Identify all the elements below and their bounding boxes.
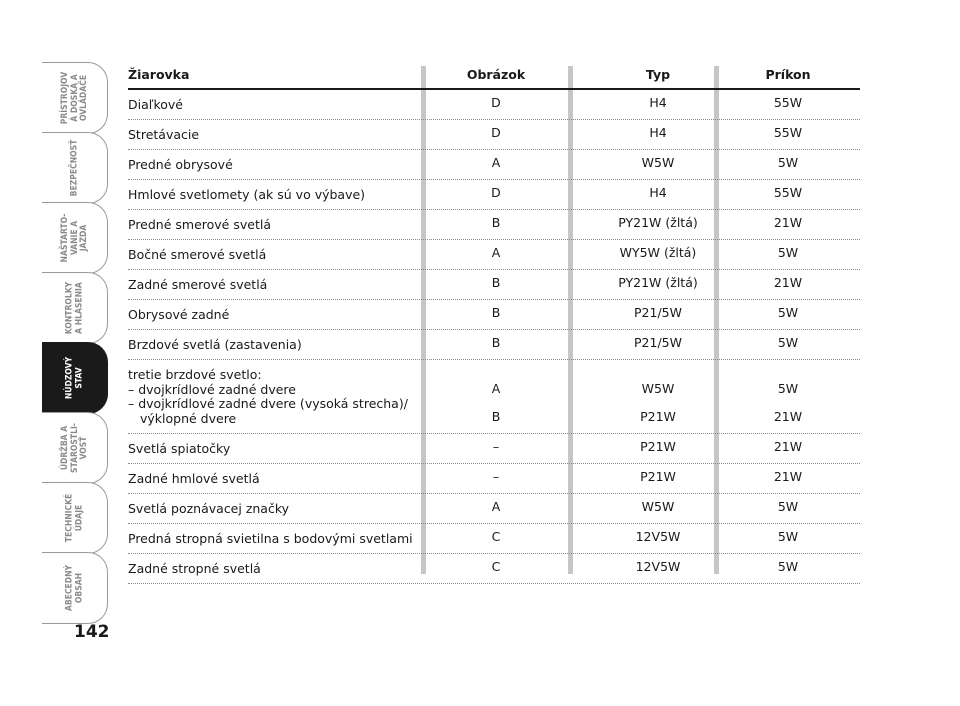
bulb-figure: C [491, 559, 501, 574]
tab-label: PRÍSTROJOV Á DOSKA A OVLÁDAČE [59, 71, 89, 125]
bulb-figure: A [491, 499, 501, 514]
bulb-figure: D [491, 125, 501, 140]
bulb-power: 21W [773, 215, 803, 230]
table-row [128, 464, 860, 494]
bulb-name: Svetlá poznávacej značky [128, 501, 290, 516]
bulb-name: Predná stropná svietilna s bodovými svetlami [128, 531, 413, 546]
bulb-figure: D [491, 185, 501, 200]
bulb-name: Brzdové svetlá (zastavenia) [128, 337, 302, 352]
bulb-power: 5W [777, 245, 799, 260]
bulb-name: Bočné smerové svetlá [128, 247, 267, 262]
third-brake-line: – dvojkrídlové zadné dvere (vysoká strecha)/ [128, 396, 408, 411]
bulb-name: Obrysové zadné [128, 307, 230, 322]
tab-bezpecnost[interactable] [42, 132, 108, 204]
tab-label: NAŠTARTO- VANIE A JAZDA [59, 213, 89, 263]
table-row-third-brake-light [128, 360, 860, 434]
tab-nastartovanie[interactable] [42, 202, 108, 274]
bulb-figure: B [491, 215, 501, 230]
bulb-figure: A [491, 381, 501, 396]
bulb-type: PY21W (žltá) [618, 275, 698, 290]
table-row [128, 270, 860, 300]
bulb-power: 21W [773, 275, 803, 290]
table-row [128, 524, 860, 554]
bulb-type: P21W [640, 409, 676, 424]
bulb-name: Hmlové svetlomety (ak sú vo výbave) [128, 187, 366, 202]
bulb-type: H4 [649, 185, 667, 200]
bulb-type: P21W [640, 439, 676, 454]
bulb-name: Zadné stropné svetlá [128, 561, 261, 576]
tab-label: BEZPEČNOSŤ [68, 139, 79, 197]
bulb-power: 5W [777, 305, 799, 320]
bulb-type: H4 [649, 125, 667, 140]
table-row [128, 554, 860, 584]
bulb-figure: – [492, 439, 500, 454]
tab-kontrolky[interactable] [42, 272, 108, 344]
bulb-name: Zadné hmlové svetlá [128, 471, 260, 486]
bulb-figure: B [491, 409, 501, 424]
bulb-type: P21/5W [634, 305, 682, 320]
bulb-figure: D [491, 95, 501, 110]
bulb-figure: B [491, 305, 501, 320]
tab-udrzba[interactable] [42, 412, 108, 484]
bulb-power: 21W [773, 469, 803, 484]
table-row [128, 300, 860, 330]
bulb-power: 5W [777, 335, 799, 350]
table-header [128, 66, 860, 90]
bulb-power: 21W [773, 439, 803, 454]
bulb-power: 5W [777, 155, 799, 170]
bulb-figure: A [491, 245, 501, 260]
page-number: 142 [74, 622, 110, 642]
bulb-name: Stretávacie [128, 127, 200, 142]
bulb-figure: A [491, 155, 501, 170]
bulb-name: Predné smerové svetlá [128, 217, 271, 232]
bulb-type: W5W [641, 155, 675, 170]
bulb-power: 5W [777, 499, 799, 514]
header-figure: Obrázok [466, 67, 526, 82]
bulb-figure: – [492, 469, 500, 484]
bulb-name: Predné obrysové [128, 157, 233, 172]
tab-label: ABECEDNÝ OBSAH [64, 564, 84, 612]
bulb-power: 5W [777, 381, 799, 396]
bulb-type: 12V5W [635, 559, 681, 574]
table-row [128, 240, 860, 270]
header-type: Typ [645, 67, 671, 82]
bulb-type: P21/5W [634, 335, 682, 350]
bulb-figure: B [491, 335, 501, 350]
bulb-type: W5W [641, 499, 675, 514]
bulb-name: Diaľkové [128, 97, 183, 112]
table-row [128, 494, 860, 524]
header-bulb: Žiarovka [128, 67, 190, 82]
tab-nudzovy-stav[interactable] [42, 342, 108, 414]
third-brake-title: tretie brzdové svetlo: [128, 367, 262, 382]
bulb-type: W5W [641, 381, 675, 396]
bulb-type: PY21W (žltá) [618, 215, 698, 230]
tab-label: NÚDZOVÝ STAV [64, 356, 84, 400]
table-row [128, 90, 860, 120]
bulb-power: 21W [773, 409, 803, 424]
bulb-figure: C [491, 529, 501, 544]
bulb-name [128, 368, 418, 426]
table-row [128, 330, 860, 360]
tab-technicke-udaje[interactable] [42, 482, 108, 554]
table-row [128, 434, 860, 464]
tab-label: ÚDRŽBA A STAROSTLI- VOSŤ [59, 423, 89, 473]
bulb-figure: B [491, 275, 501, 290]
table-row [128, 210, 860, 240]
bulb-power: 55W [773, 125, 803, 140]
bulb-power: 5W [777, 559, 799, 574]
bulb-table [128, 66, 860, 584]
table-row [128, 150, 860, 180]
bulb-type: H4 [649, 95, 667, 110]
tab-label: TECHNICKÉ ÚDAJE [64, 493, 84, 543]
tab-label: KONTROLKY A HLÁSENIA [64, 281, 84, 335]
bulb-name: Zadné smerové svetlá [128, 277, 268, 292]
bulb-power: 55W [773, 95, 803, 110]
tab-abecedny-obsah[interactable] [42, 552, 108, 624]
table-row [128, 180, 860, 210]
third-brake-line: – dvojkrídlové zadné dvere [128, 381, 296, 397]
bulb-power: 55W [773, 185, 803, 200]
bulb-type: 12V5W [635, 529, 681, 544]
table-row [128, 120, 860, 150]
bulb-type: P21W [640, 469, 676, 484]
header-power: Príkon [765, 67, 811, 82]
bulb-name: Svetlá spiatočky [128, 441, 231, 456]
tab-pristrojova-doska[interactable] [42, 62, 108, 134]
third-brake-line: výklopné dvere [140, 410, 237, 426]
bulb-power: 5W [777, 529, 799, 544]
bulb-type: WY5W (žltá) [619, 245, 697, 260]
